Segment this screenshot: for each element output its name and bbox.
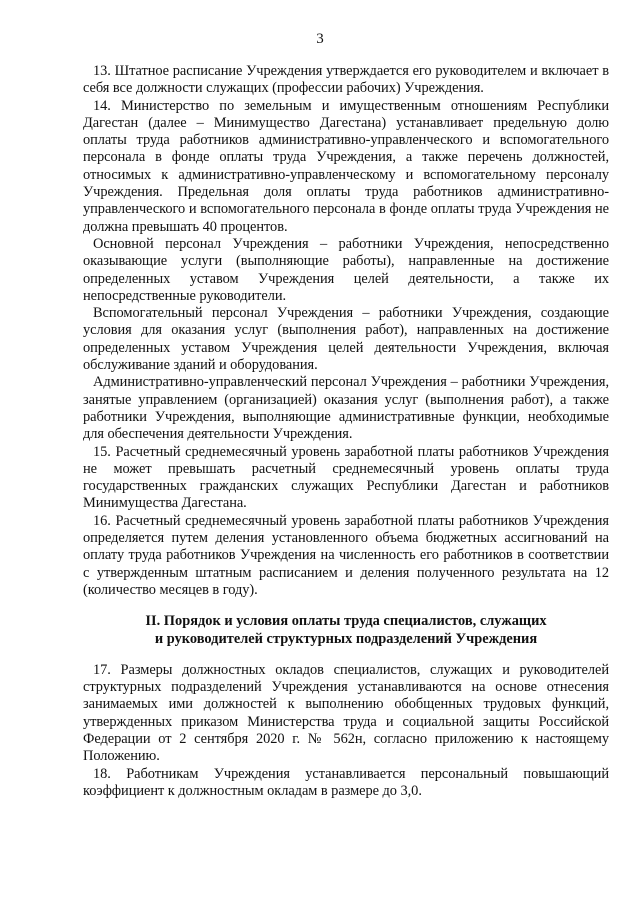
document-body (83, 63, 609, 800)
page-number: 3 (316, 31, 324, 47)
paragraph-17: 17. Размеры должностных окладов специалистов, служащих и руководителей структурных подразделений Учреждения устанавливаются на основе отнесения занимаемых ими должностей к выполнению обобщенных трудовых функций, утвержденных приказом Министерства труда и социальной защиты Российской Федерации от 2 сентября 2020 г. № 562н, согласно приложению к настоящему Положению. (83, 661, 609, 765)
section-heading-line-2: и руководителей структурных подразделений Учреждения (154, 630, 538, 647)
section-heading-line-1: II. Порядок и условия оплаты труда специалистов, служащих (145, 613, 547, 630)
paragraph-14: 14. Министерство по земельным и имущественным отношениям Республики Дагестан (далее – Минимущество Дагестана) устанавливает предельную долю оплаты труда работников административно-управленческого и вспомогательного персонала в фонде оплаты труда Учреждения, а также перечень должностей, относимых к административно-управленческому и вспомогательному персоналу Учреждения. Предельная доля оплаты труда работников административно-управленческого и вспомогательного персонала в фонде оплаты труда Учреждения не должна превышать 40 процентов. (83, 97, 609, 235)
paragraph-18: 18. Работникам Учреждения устанавливается персональный повышающий коэффициент к должностным окладам в размере до 3,0. (83, 765, 609, 799)
paragraph-13: 13. Штатное расписание Учреждения утверждается его руководителем и включает в себя все должности служащих (профессии рабочих) Учреждения. (83, 63, 609, 97)
paragraph-16: 16. Расчетный среднемесячный уровень заработной платы работников Учреждения определяется путем деления установленного объема бюджетных ассигнований на оплату труда работников Учреждения на численность его работников в соответствии с утвержденным штатным расписанием и деления полученного результата на 12 (количество месяцев в году). (83, 512, 609, 598)
paragraph-main-staff: Основной персонал Учреждения – работники Учреждения, непосредственно оказывающие услуги (выполняющие работы), направленные на достижение определенных уставом Учреждения целей деятельности, а также их непосредственные руководители. (83, 235, 609, 304)
section-heading-2 (83, 613, 609, 648)
paragraph-15: 15. Расчетный среднемесячный уровень заработной платы работников Учреждения не может превышать расчетный среднемесячный уровень оплаты труда государственных гражданских служащих Республики Дагестан и работников Минимущества Дагестана. (83, 443, 609, 512)
paragraph-support-staff: Вспомогательный персонал Учреждения – работники Учреждения, создающие условия для оказания услуг (выполнения работ), направленных на достижение определенных уставом Учреждения целей деятельности Учреждения, включая обслуживание зданий и оборудования. (83, 305, 609, 374)
paragraph-admin-staff: Административно-управленческий персонал Учреждения – работники Учреждения, занятые управлением (организацией) оказания услуг (выполнения работ), а также работники Учреждения, выполняющие административные функции, необходимые для обеспечения деятельности Учреждения. (83, 374, 609, 443)
